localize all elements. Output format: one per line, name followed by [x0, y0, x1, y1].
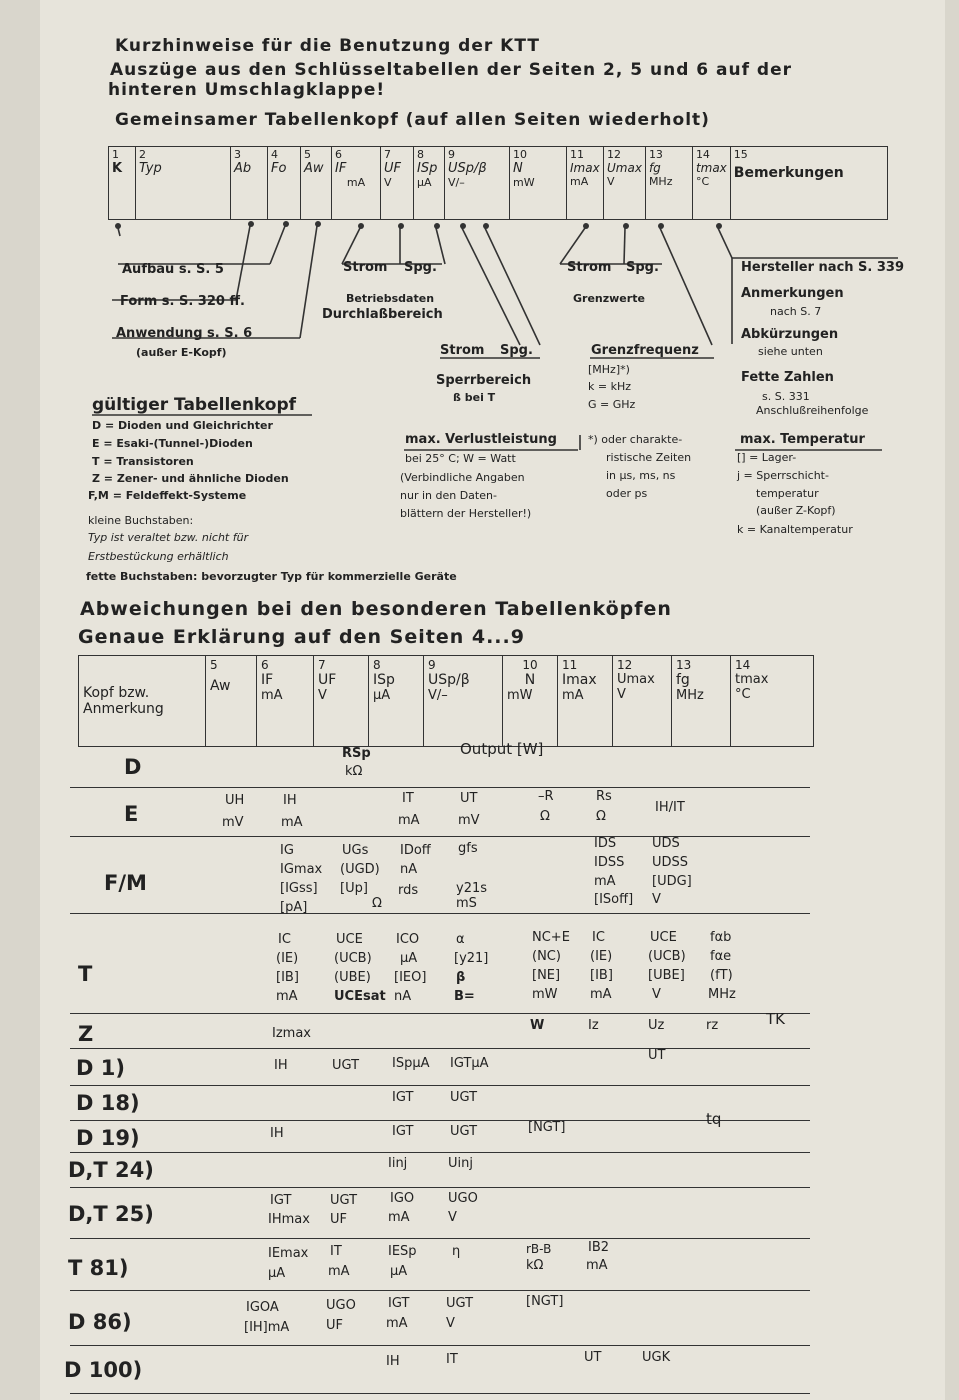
- row-t-c5-2: [NE]: [532, 968, 561, 983]
- row-z-rz: rz: [706, 1018, 719, 1033]
- row-t-c3-3: nA: [394, 989, 412, 1004]
- row-d1-label: D 1): [76, 1056, 125, 1080]
- row-d19-ngt: [NGT]: [528, 1120, 566, 1135]
- row-e-ih: IH: [283, 793, 297, 808]
- row-d1-ih: IH: [274, 1058, 288, 1073]
- row-t-c1-1: (IE): [276, 951, 299, 966]
- row-t-c3-1: µA: [400, 951, 418, 966]
- legend-anmerkungen: Anmerkungen: [741, 286, 844, 301]
- row-t-c3-0: ICO: [396, 932, 420, 947]
- row-t-c6-2: [IB]: [590, 968, 613, 983]
- legend-ausser-e: (außer E-Kopf): [136, 346, 227, 359]
- hdr-cell-3: 3 Ab: [231, 147, 268, 220]
- row-e-rs: Rs: [596, 789, 612, 804]
- legend-grenzwerte: Grenzwerte: [573, 292, 645, 305]
- row-e-label: E: [124, 802, 139, 826]
- hdr-cell-13: 13 fg MHz: [645, 147, 692, 220]
- legend-bei25: bei 25° C; W = Watt: [405, 452, 516, 465]
- legend-mhz: [MHz]*): [588, 363, 630, 376]
- row-t-c1-2: [IB]: [276, 970, 299, 985]
- row-t-c2-3: UCEsat: [334, 989, 386, 1004]
- row-t-c7-3: V: [652, 987, 661, 1002]
- row-d86-label: D 86): [68, 1310, 132, 1334]
- kopf-col-12: 12 Umax V: [613, 656, 672, 747]
- row-t-c2-1: (UCB): [334, 951, 372, 966]
- row-d86-ugt: UGT: [446, 1296, 474, 1311]
- row-fm-c2-2: [Up]: [340, 881, 368, 896]
- row-t-c1-3: mA: [276, 989, 298, 1004]
- row-dt25-label: D,T 25): [68, 1202, 154, 1226]
- row-divider: [70, 836, 810, 837]
- row-e-ohm: Ω: [540, 809, 550, 824]
- legend-form: Form s. S. 320 ff.: [120, 294, 245, 309]
- legend-temperatur: temperatur: [756, 487, 819, 500]
- row-dt25-uf: UF: [330, 1212, 347, 1227]
- legend-oder-ps: oder ps: [606, 487, 648, 500]
- legend-fm-def: F,M = Feldeffekt-Systeme: [88, 489, 247, 502]
- row-d86-igoa: IGOA: [246, 1300, 279, 1315]
- row-fm-c6-2: [UDG]: [652, 874, 692, 889]
- hdr-cell-15: 15 Bemerkungen: [730, 147, 887, 220]
- hdr-cell-11: 11 Imax mA: [567, 147, 604, 220]
- row-t81-iesp: IESp: [388, 1244, 417, 1259]
- row-d1-igt: IGTµA: [450, 1056, 489, 1071]
- row-t-c8-3: MHz: [708, 987, 736, 1002]
- legend-kleine: kleine Buchstaben:: [88, 514, 194, 527]
- row-t81-ua2: µA: [390, 1264, 408, 1279]
- row-dt25-ugt: UGT: [330, 1193, 358, 1208]
- row-e-ohm2: Ω: [596, 809, 606, 824]
- legend-s331: s. S. 331: [762, 390, 810, 403]
- legend-ghz: G = GHz: [588, 398, 636, 411]
- legend-strom3: Strom: [567, 260, 612, 275]
- row-dt25-v: V: [448, 1210, 457, 1225]
- row-d-rsp: RSp: [342, 746, 371, 761]
- legend-verlust: max. Verlustleistung: [405, 432, 557, 447]
- row-d100-ih: IH: [386, 1354, 400, 1369]
- row-t81-ma2: mA: [586, 1258, 608, 1273]
- row-fm-c1-2: [IGss]: [280, 881, 318, 896]
- row-t81-kohm: kΩ: [526, 1258, 544, 1273]
- kopf-col-9: 9 USp/β V/–: [424, 656, 503, 747]
- row-d-kohm: kΩ: [345, 764, 363, 779]
- row-e-it: IT: [402, 791, 414, 806]
- row-d1-ugt: UGT: [332, 1058, 360, 1073]
- row-d100-ugk: UGK: [642, 1350, 671, 1365]
- hdr-cell-6: 6 IF mA: [332, 147, 381, 220]
- row-d18-igt: IGT: [392, 1090, 414, 1105]
- row-fm-c5-0: IDS: [594, 836, 617, 851]
- row-t-c5-3: mW: [532, 987, 558, 1002]
- row-fm-c5-2: mA: [594, 874, 616, 889]
- row-divider: [70, 913, 810, 914]
- row-d1-ut: UT: [648, 1048, 666, 1063]
- row-dt25-igo: IGO: [390, 1191, 415, 1206]
- row-d18-ugt: UGT: [450, 1090, 478, 1105]
- legend-t-def: T = Transistoren: [92, 455, 194, 468]
- legend-in-us: in µs, ms, ns: [606, 469, 676, 482]
- row-e-ma: mA: [281, 815, 303, 830]
- row-fm-c2-0: UGs: [342, 843, 369, 858]
- hdr-cell-1: 1 K: [109, 147, 136, 220]
- row-t-c4-0: α: [456, 932, 465, 947]
- kopf-col-14: 14 tmax °C: [731, 656, 814, 747]
- legend-durchlass: Durchlaßbereich: [322, 307, 443, 322]
- row-d86-igt: IGT: [388, 1296, 410, 1311]
- kopf-col-6: 6 IF mA: [257, 656, 314, 747]
- row-d100-ut: UT: [584, 1350, 602, 1365]
- legend-hersteller: Hersteller nach S. 339: [741, 260, 905, 275]
- row-divider: [70, 1345, 810, 1346]
- row-t-c2-0: UCE: [336, 932, 363, 947]
- row-e-mv: mV: [222, 815, 244, 830]
- row-fm-c4b-0: y21s: [456, 881, 488, 896]
- row-divider: [70, 1120, 810, 1121]
- hdr-cell-8: 8 ISp µA: [414, 147, 445, 220]
- row-t-c7-0: UCE: [650, 930, 677, 945]
- row-z-uz: Uz: [648, 1018, 665, 1033]
- legend-fette-zahlen: Fette Zahlen: [741, 370, 834, 385]
- row-fm-c3-1: nA: [400, 862, 418, 877]
- row-fm-c3-0: IDoff: [400, 843, 431, 858]
- hdr-cell-4: 4 Fo: [268, 147, 301, 220]
- legend-max-temp: max. Temperatur: [740, 432, 865, 447]
- row-t-c5-0: NC+E: [532, 930, 570, 945]
- legend-anschluss: Anschlußreihenfolge: [756, 404, 869, 417]
- row-z-w: W: [530, 1018, 545, 1033]
- legend-fette-b: fette Buchstaben: bevorzugter Typ für kommerzielle Geräte: [86, 570, 457, 583]
- row-t81-ma: mA: [328, 1264, 350, 1279]
- hdr-cell-2: 2 Typ: [136, 147, 231, 220]
- row-fm-c6-1: UDSS: [652, 855, 689, 870]
- legend-gueltig: gültiger Tabellenkopf: [92, 395, 297, 415]
- row-t-label: T: [78, 962, 93, 986]
- row-d19-label: D 19): [76, 1126, 140, 1150]
- row-d-output: Output [W]: [460, 740, 544, 758]
- row-d86-uf: UF: [326, 1318, 343, 1333]
- hdr-cell-9: 9 USp/β V/–: [445, 147, 510, 220]
- row-t-c5-1: (NC): [532, 949, 561, 964]
- row-dt25-ma: mA: [388, 1210, 410, 1225]
- legend-abkuerzungen: Abkürzungen: [741, 327, 839, 342]
- legend-z-def: Z = Zener- und ähnliche Dioden: [92, 472, 289, 485]
- kopf-col-7: 7 UF V: [314, 656, 369, 747]
- row-divider: [70, 1290, 810, 1291]
- kopf-first-cell: Kopf bzw. Anmerkung: [79, 656, 206, 747]
- row-e-r: –R: [538, 789, 554, 804]
- section2-title: Abweichungen bei den besonderen Tabellenköpfen: [80, 598, 672, 620]
- row-divider: [70, 1085, 810, 1086]
- legend-aufbau: Aufbau s. S. 5: [122, 262, 224, 277]
- legend-spg1: Spg.: [404, 260, 437, 275]
- row-divider: [70, 1238, 810, 1239]
- row-dt25-ugo: UGO: [448, 1191, 478, 1206]
- row-fm-label: F/M: [104, 871, 147, 895]
- row-d100-it: IT: [446, 1352, 458, 1367]
- intro-line3: hinteren Umschlagklappe!: [108, 80, 386, 100]
- kopf-col-8: 8 ISp µA: [369, 656, 424, 747]
- intro-subhead: Gemeinsamer Tabellenkopf (auf allen Seiten wiederholt): [115, 110, 710, 130]
- legend-strom1: Strom: [343, 260, 388, 275]
- legend-siehe-unten: siehe unten: [758, 345, 823, 358]
- row-dt25-igt: IGT: [270, 1193, 292, 1208]
- row-d86-ngt: [NGT]: [526, 1294, 564, 1309]
- row-fm-c4b-1: mS: [456, 896, 477, 911]
- row-t81-iemax: IEmax: [268, 1246, 309, 1261]
- row-d19-ugt: UGT: [450, 1124, 478, 1139]
- row-t-c2-2: (UBE): [334, 970, 371, 985]
- kopf-col-5: 5 Aw: [206, 656, 257, 747]
- row-t81-it: IT: [330, 1244, 342, 1259]
- legend-erst: Erstbestückung erhältlich: [88, 550, 229, 563]
- row-d1-isp: ISpµA: [392, 1056, 430, 1071]
- kopf-col-13: 13 fg MHz: [672, 656, 731, 747]
- row-z-label: Z: [78, 1022, 94, 1046]
- intro-line2: Auszüge aus den Schlüsseltabellen der Seiten 2, 5 und 6 auf der: [110, 60, 793, 80]
- row-t81-eta: η: [452, 1244, 461, 1259]
- row-d18-label: D 18): [76, 1091, 140, 1115]
- row-dt25-ihmax: IHmax: [268, 1212, 310, 1227]
- section2-subtitle: Genaue Erklärung auf den Seiten 4...9: [78, 626, 525, 648]
- row-divider: [70, 1013, 810, 1014]
- row-d-label: D: [124, 755, 142, 779]
- row-z-iz: Iz: [588, 1018, 599, 1033]
- row-dt24-iinj: Iinj: [388, 1156, 408, 1171]
- row-d86-ma: mA: [386, 1316, 408, 1331]
- legend-sperrbereich: Sperrbereich: [436, 373, 532, 388]
- row-fm-c2b: Ω: [372, 896, 382, 911]
- row-d100-label: D 100): [64, 1358, 143, 1382]
- row-fm-c5-1: IDSS: [594, 855, 625, 870]
- hdr-cell-10: 10 N mW: [510, 147, 567, 220]
- row-d86-v: V: [446, 1316, 455, 1331]
- row-t-c6-3: mA: [590, 987, 612, 1002]
- special-header-table: [78, 655, 814, 747]
- row-dt24-uinj: Uinj: [448, 1156, 473, 1171]
- legend-verbindlich: (Verbindliche Angaben: [400, 471, 525, 484]
- row-e-ut: UT: [460, 791, 478, 806]
- row-t-c8-0: fαb: [710, 930, 732, 945]
- legend-strom2: Strom: [440, 343, 485, 358]
- legend-veraltet: Typ ist veraltet bzw. nicht für: [88, 531, 249, 544]
- row-t-c4-2: β: [456, 970, 466, 985]
- row-t-c4-1: [y21]: [454, 951, 489, 966]
- legend-sperrschicht: j = Sperrschicht-: [737, 469, 829, 482]
- legend-kanal: k = Kanaltemperatur: [737, 523, 853, 536]
- legend-grenzfrequenz: Grenzfrequenz: [591, 343, 699, 358]
- row-e-mv2: mV: [458, 813, 480, 828]
- legend-e-def: E = Esaki-(Tunnel-)Dioden: [92, 437, 253, 450]
- row-z-izmax: Izmax: [272, 1026, 311, 1041]
- row-fm-c5-3: [ISoff]: [594, 892, 634, 907]
- row-fm-c4: gfs: [458, 841, 478, 856]
- legend-lager: [] = Lager-: [737, 451, 797, 464]
- row-fm-c3-2: rds: [398, 883, 419, 898]
- row-fm-c1-1: IGmax: [280, 862, 323, 877]
- row-d19-ih: IH: [270, 1126, 284, 1141]
- legend-betriebsdaten: Betriebsdaten: [346, 292, 435, 305]
- row-t-c8-2: (fT): [710, 968, 733, 983]
- row-t-c7-2: [UBE]: [648, 968, 685, 983]
- hdr-cell-5: 5 Aw: [301, 147, 332, 220]
- row-t81-rbb: rB-B: [526, 1242, 552, 1256]
- row-e-uh: UH: [225, 793, 245, 808]
- legend-ristische: ristische Zeiten: [606, 451, 692, 464]
- row-t-c6-0: IC: [592, 930, 605, 945]
- hdr-cell-7: 7 UF V: [381, 147, 414, 220]
- kopf-col-10: 10 N mW: [503, 656, 558, 747]
- kopf-col-11: 11 Imax mA: [558, 656, 613, 747]
- legend-nach-s7: nach S. 7: [770, 305, 822, 318]
- row-t-c8-1: fαe: [710, 949, 732, 964]
- row-fm-c1-0: IG: [280, 843, 294, 858]
- legend-anwendung: Anwendung s. S. 6: [116, 326, 253, 341]
- row-fm-c2-1: (UGD): [340, 862, 380, 877]
- row-e-ratio: IH/IT: [655, 800, 685, 815]
- row-e-ma2: mA: [398, 813, 420, 828]
- row-t-c6-1: (IE): [590, 949, 613, 964]
- legend-ausser-z: (außer Z-Kopf): [756, 504, 836, 517]
- row-t-c1-0: IC: [278, 932, 291, 947]
- row-fm-c1-3: [pA]: [280, 900, 308, 915]
- legend-beta: ß bei T: [453, 391, 496, 404]
- row-divider: [70, 1048, 810, 1049]
- row-dt24-label: D,T 24): [68, 1158, 154, 1182]
- row-divider: [70, 1187, 810, 1188]
- row-d19-igt: IGT: [392, 1124, 414, 1139]
- row-t81-label: T 81): [68, 1256, 129, 1280]
- legend-spg2: Spg.: [500, 343, 533, 358]
- row-t81-ua: µA: [268, 1266, 286, 1281]
- row-divider: [70, 1152, 810, 1153]
- common-header-table: [108, 146, 888, 220]
- legend-khz: k = kHz: [588, 380, 631, 393]
- row-t81-ib2: IB2: [588, 1240, 610, 1255]
- row-t-c7-1: (UCB): [648, 949, 686, 964]
- legend-d-def: D = Dioden und Gleichrichter: [92, 419, 273, 432]
- legend-spg3: Spg.: [626, 260, 659, 275]
- row-t-c4-3: B=: [454, 989, 475, 1004]
- intro-title: Kurzhinweise für die Benutzung der KTT: [115, 36, 540, 56]
- row-d86-ugo: UGO: [326, 1298, 356, 1313]
- row-fm-c6-0: UDS: [652, 836, 680, 851]
- row-divider: [70, 787, 810, 788]
- legend-blaettern: blättern der Hersteller!): [400, 507, 532, 520]
- hdr-cell-12: 12 Umax V: [604, 147, 646, 220]
- row-d19-tq: tq: [706, 1110, 722, 1128]
- row-d86-ihma: [IH]mA: [244, 1320, 290, 1335]
- row-divider: [70, 1393, 810, 1394]
- legend-nur: nur in den Daten-: [400, 489, 497, 502]
- row-t-c3-2: [IEO]: [394, 970, 427, 985]
- row-fm-c6-3: V: [652, 892, 661, 907]
- hdr-cell-14: 14 tmax °C: [692, 147, 730, 220]
- row-z-tk: TK: [766, 1010, 785, 1028]
- legend-oder-char: *) oder charakte-: [588, 433, 683, 446]
